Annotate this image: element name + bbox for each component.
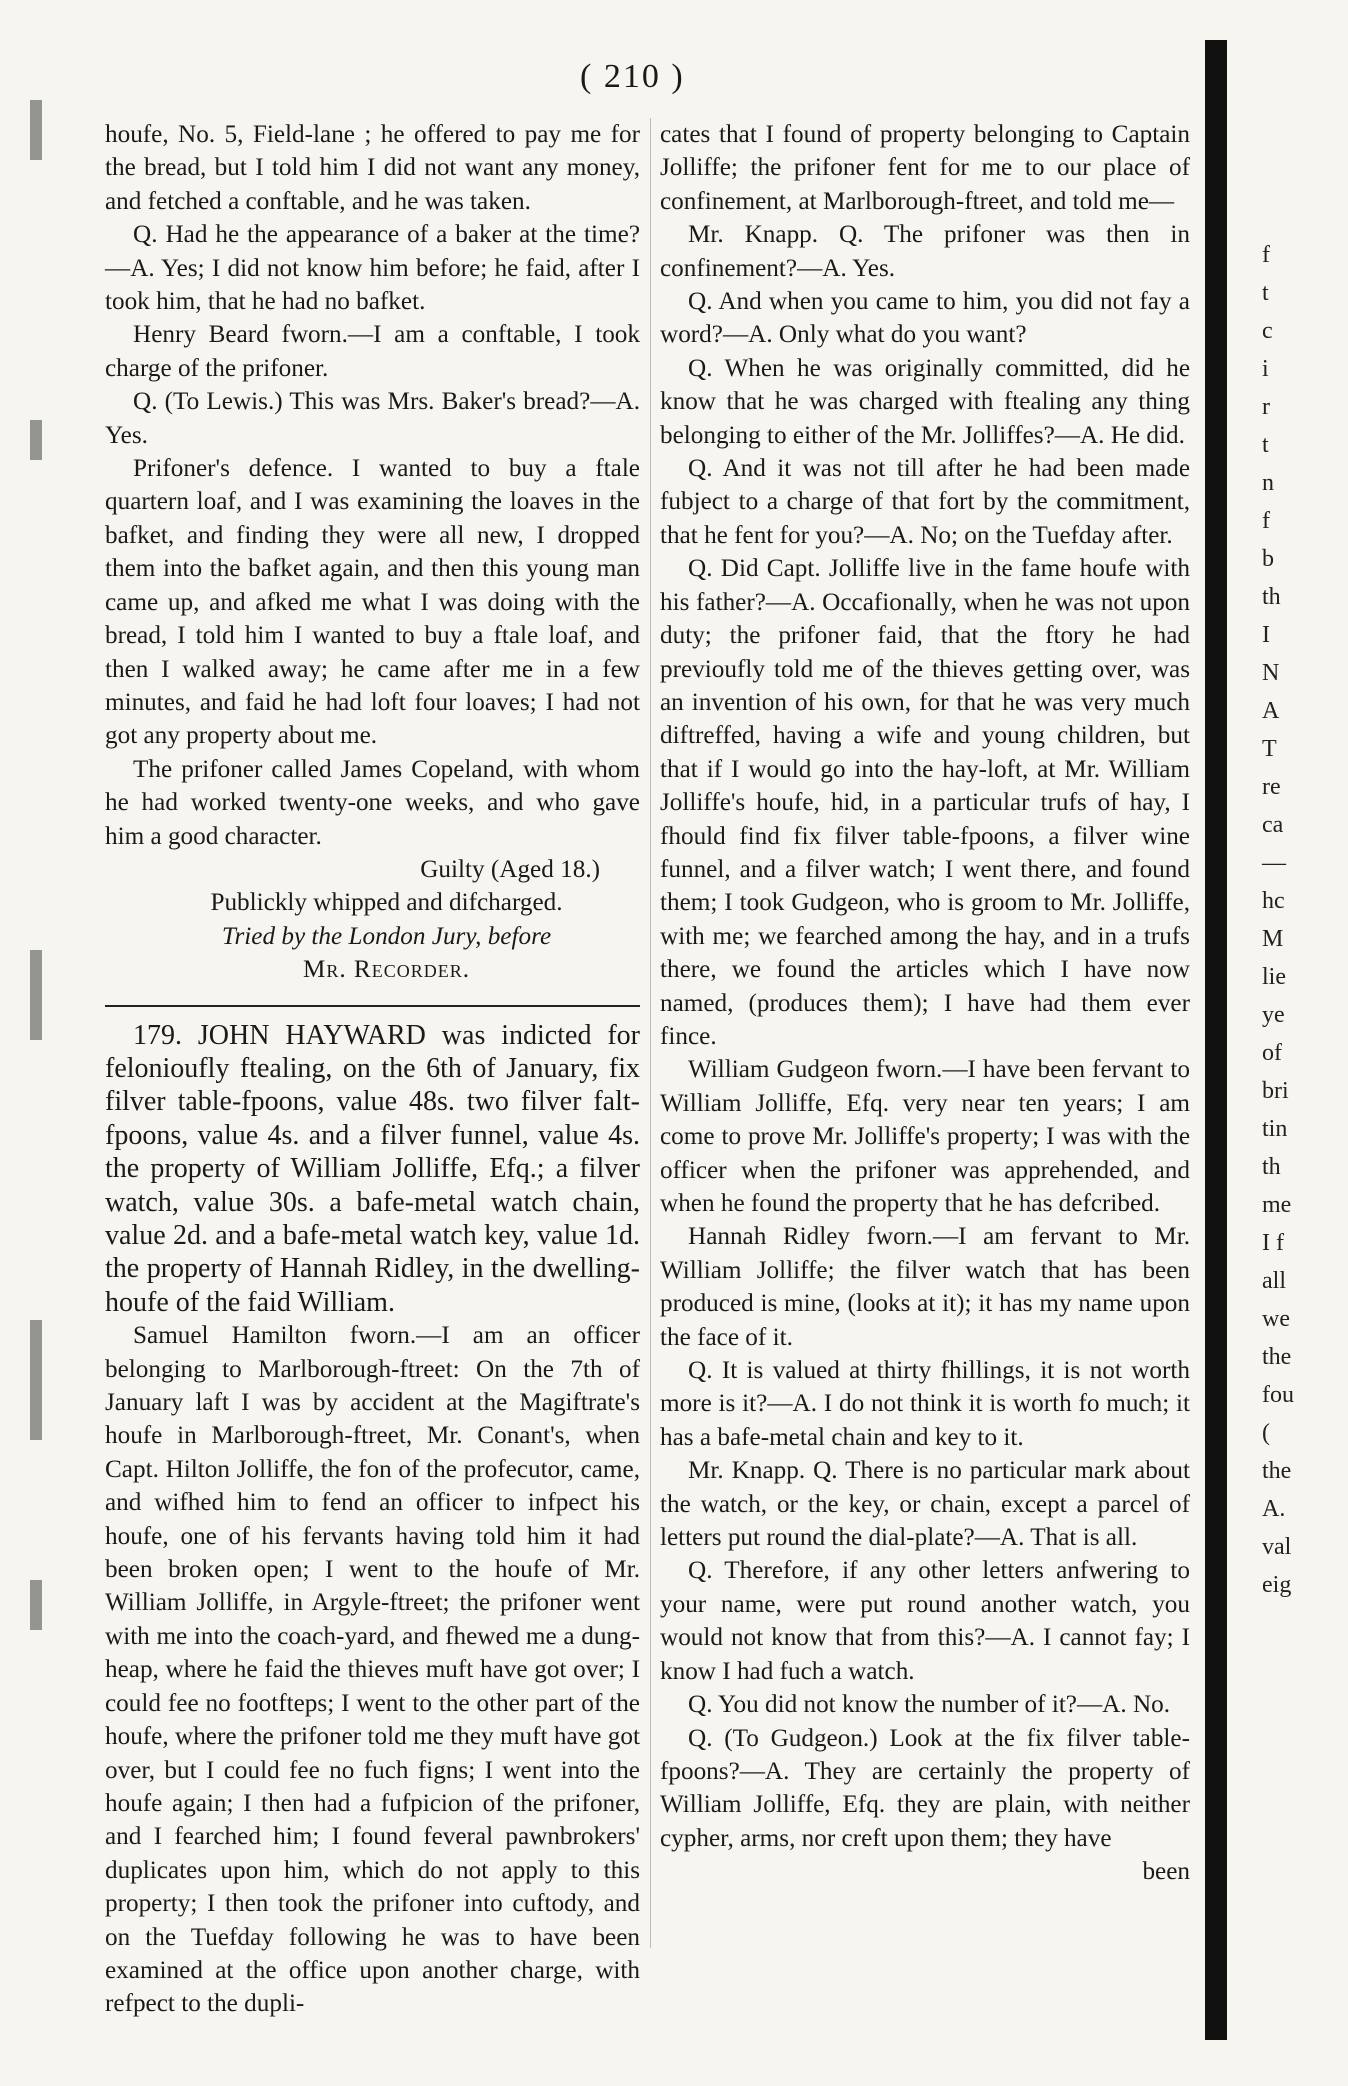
edge-fragment: t (1262, 432, 1269, 458)
paragraph: Q. Had he the appearance of a baker at the time?—A. Yes; I did not know him before; he faid, after I took him, that he had no bafket. (105, 221, 640, 316)
tried-by: Tried by the London Jury, before (221, 922, 552, 950)
edge-fragment: me (1262, 1192, 1292, 1218)
paragraph: 179. JOHN HAYWARD was indicted for felonioufly ftealing, on the 6th of January, fix filver table-fpoons, value 48s. two filver falt-fpoons, value 4s. and a filver funnel, value 4s. the property of William Jolliffe, Efq.; a filver watch, value 30s. a bafe-metal watch chain, value 2d. and a bafe-metal watch key, value 1d. the property of Hannah Ridley, in the dwelling-houfe of the faid William. (105, 1019, 640, 1318)
edge-fragment: ( (1262, 1420, 1270, 1446)
page-edge-shadow (1205, 40, 1227, 2040)
edge-fragment: th (1262, 1154, 1281, 1180)
edge-fragment: b (1262, 546, 1274, 572)
gutter-shadow (30, 100, 42, 160)
gutter-shadow (30, 1320, 42, 1440)
edge-fragment: A (1262, 698, 1280, 724)
facing-page-fragments (1262, 240, 1322, 1608)
gutter-shadow (30, 950, 42, 1040)
paragraph: Q. Therefore, if any other letters anfwering to your name, were put round another watch, you would not know that from this?—A. I cannot fay; I know I had fuch a watch. (660, 1557, 1190, 1685)
left-column (105, 118, 640, 2021)
paragraph: The prifoner called James Copeland, with whom he had worked twenty-one weeks, and who gave him a good character. (105, 755, 640, 850)
right-paragraphs (660, 118, 1190, 1855)
edge-fragment: ca (1262, 812, 1284, 838)
edge-fragment: re (1262, 774, 1281, 800)
edge-fragment: A. (1262, 1496, 1286, 1522)
edge-fragment: lie (1262, 964, 1286, 990)
edge-fragment: of (1262, 1040, 1282, 1066)
left-paragraphs (105, 118, 640, 853)
paragraph: Samuel Hamilton fworn.—I am an officer belonging to Marlborough-ftreet: On the 7th of January laft I was by accident at the Magiftrate's houfe in Marlborough-ftreet, Mr. Conant's, when Capt. Hilton Jolliffe, the fon of the profecutor, came, and wifhed him to fend an officer to infpect his houfe, one of his fervants having told him it had been broken open; I went to the houfe of Mr. William Jolliffe, in Argyle-ftreet; the prifoner went with me into the coach-yard, and fhewed me a dung-heap, where he faid the thieves muft have got over; I could fee no footfteps; I went to the other part of the houfe, where the prifoner told me they muft have got over, but I could fee no fuch figns; I went into the houfe again; I then had a fufpicion of the prifoner, and I fearched him; I found feveral pawnbrokers' duplicates upon him, which do not apply to this property; I then took the prifoner into cuftody, and on the Tuefday following he was to have been examined at the office upon another charge, with refpect to the dupli- (105, 1322, 640, 2018)
edge-fragment: I f (1262, 1230, 1284, 1256)
edge-fragment: ye (1262, 1002, 1285, 1028)
sentence: Publickly whipped and difcharged. (210, 889, 563, 917)
edge-fragment: all (1262, 1268, 1286, 1294)
paragraph: Prifoner's defence. I wanted to buy a ftale quartern loaf, and I was examining the loaves in the bafket, and finding they were all new, I dropped them into the bafket again, and then this young man came up, and afked me what I was doing with the bread, I told him I wanted to buy a ftale loaf, and then I walked away; he came after me in a few minutes, and faid he had loft four loaves; I had not got any property about me. (105, 455, 640, 750)
edge-fragment: val (1262, 1534, 1292, 1560)
right-column (660, 118, 1190, 1889)
edge-fragment: the (1262, 1458, 1292, 1484)
edge-fragment: th (1262, 584, 1281, 610)
paragraph: Q. When he was originally committed, did he know that he was charged with ftealing any thing belonging to either of the Mr. Jolliffes?—A. He did. (660, 354, 1190, 449)
paragraph: Q. And it was not till after he had been made fubject to a charge of that fort by the commitment, that he fent for you?—A. No; on the Tuefday after. (660, 455, 1190, 549)
section-rule (105, 987, 640, 1007)
edge-fragment: I (1262, 622, 1270, 648)
edge-fragment: N (1262, 660, 1280, 686)
page-number: ( 210 ) (580, 58, 685, 95)
paragraph: Q. (To Gudgeon.) Look at the fix filver table-fpoons?—A. They are certainly the property of William Jolliffe, Efq. they are plain, with neither cypher, arms, nor creft upon them; they have (660, 1724, 1190, 1852)
paragraph: Mr. Knapp. Q. There is no particular mark about the watch, or the key, or chain, except a parcel of letters put round the dial-plate?—A. That is all. (660, 1457, 1190, 1552)
judge: Mr. Recorder. (302, 956, 471, 984)
case-179 (105, 1019, 640, 2021)
binding-gutter (0, 0, 80, 2086)
paragraph: Q. You did not know the number of it?—A. No. (688, 1691, 1171, 1719)
edge-fragment: fou (1262, 1382, 1294, 1408)
gutter-shadow (30, 1580, 42, 1630)
edge-fragment: we (1262, 1306, 1290, 1332)
catchword: been (1142, 1858, 1190, 1886)
edge-fragment: t (1262, 280, 1269, 306)
paragraph: Q. It is valued at thirty fhillings, it is not worth more is it?—A. I do not think it is worth fo much; it has a bafe-metal chain and key to it. (660, 1357, 1190, 1451)
edge-fragment: M (1262, 926, 1284, 952)
paragraph: Hannah Ridley fworn.—I am fervant to Mr. William Jolliffe; the filver watch that has been produced is mine, (looks at it); it has my name upon the face of it. (660, 1223, 1190, 1351)
paragraph: Q. (To Lewis.) This was Mrs. Baker's bread?—A. Yes. (105, 388, 640, 449)
edge-fragment: eig (1262, 1572, 1292, 1598)
edge-fragment: T (1262, 736, 1277, 762)
paragraph: William Gudgeon fworn.—I have been fervant to William Jolliffe, Efq. very near ten years; I am come to prove Mr. Jolliffe's property; I was with the officer when the prifoner was apprehended, and when he found the property that he has defcribed. (660, 1056, 1190, 1217)
edge-fragment: — (1262, 850, 1286, 876)
edge-fragment: r (1262, 394, 1270, 420)
edge-fragment: f (1262, 508, 1270, 534)
paragraph: cates that I found of property belonging to Captain Jolliffe; the prifoner fent for me to our place of confinement, at Marlborough-ftreet, and told me— (660, 121, 1190, 215)
verdict: Guilty (Aged 18.) (420, 855, 600, 883)
gutter-shadow (30, 420, 42, 460)
edge-fragment: f (1262, 242, 1270, 268)
paragraph: houfe, No. 5, Field-lane ; he offered to pay me for the bread, but I told him I did not want any money, and fetched a conftable, and he was taken. (105, 121, 640, 215)
edge-fragment: hc (1262, 888, 1285, 914)
paragraph: Henry Beard fworn.—I am a conftable, I took charge of the prifoner. (105, 321, 640, 382)
column-divider (650, 118, 651, 1948)
edge-fragment: i (1262, 356, 1269, 382)
edge-fragment: the (1262, 1344, 1292, 1370)
paragraph: Q. And when you came to him, you did not fay a word?—A. Only what do you want? (660, 288, 1190, 349)
edge-fragment: tin (1262, 1116, 1288, 1142)
paragraph: Q. Did Capt. Jolliffe live in the fame houfe with his father?—A. Occafionally, when he was not upon duty; the prifoner faid, that the ftory he had previoufly told me of the thieves getting over, was an invention of his own, for that he was very much diftreffed, having a wife and young children, but that if I would go into the hay-loft, at Mr. William Jolliffe's houfe, hid, in a particular trufs of hay, I fhould find fix filver table-fpoons, a filver wine funnel, and a filver watch; I went there, and found them; I took Gudgeon, who is groom to Mr. Jolliffe, with me; we fearched among the hay, and in a trufs there, we found the articles which I have now named, (produces them); I have had them ever fince. (660, 555, 1190, 1050)
edge-fragment: bri (1262, 1078, 1289, 1104)
edge-fragment: n (1262, 470, 1274, 496)
paragraph: Mr. Knapp. Q. The prifoner was then in confinement?—A. Yes. (660, 221, 1190, 282)
edge-fragment: c (1262, 318, 1273, 344)
